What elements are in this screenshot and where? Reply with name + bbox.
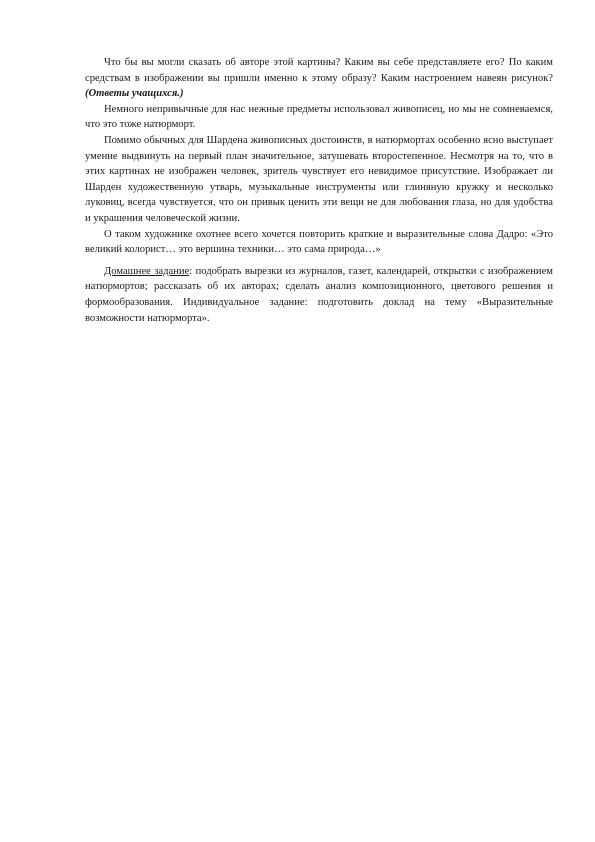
homework-label: Домашнее задание	[104, 265, 190, 277]
paragraph-diderot-quote-text: О таком художнике охотнее всего хочется повторить краткие и выразительные слова Дадро: «Это великий колорист… это вершина техники… это сама природа…»	[85, 228, 553, 256]
homework-text: : подобрать вырезки из журналов, газет, календарей, открытки с изображением натюрмортов; рассказать об их авторах; сделать анализ композиционного, цветового решения и формообразования. Индивидуальное задание: подготовить доклад на тему «Выразительные возможности натюрморта».	[85, 265, 554, 324]
document-body	[85, 55, 553, 326]
paragraph-still-life-intro	[85, 102, 553, 133]
paragraph-questions-text: Что бы вы могли сказать об авторе этой картины? Каким вы себе представляете его? По каким средствам в изображении вы пришли именно к этому образу? Каким настроением навеян рисунок?	[85, 57, 553, 84]
paragraph-chardin-text: Помимо обычных для Шардена живописных достоинств, в натюрмортах особенно ясно выступает умение выдвинуть на первый план значительное, затушевать второстепенное. Несмотря на то, что в этих картинах не изображен человек, зритель чувствует его невидимое присутствие. Изображает ли Шарден художественную утварь, музыкальные инструменты или глиняную кружку и несколько луковиц, всегда чувствуется, что он привык ценить эти вещи не для любования глаза, но для удобства и украшения человеческой жизни.	[85, 134, 553, 224]
paragraph-chardin	[85, 133, 553, 227]
paragraph-still-life-intro-text: Немного непривычные для нас нежные предметы использовал живописец, но мы не сомневаемся, что это тоже натюрморт.	[85, 103, 553, 131]
paragraph-homework	[85, 264, 553, 326]
student-answers-note: (Ответы учащихся.)	[85, 88, 184, 100]
paragraph-questions	[85, 55, 553, 102]
paragraph-diderot-quote	[85, 227, 553, 258]
